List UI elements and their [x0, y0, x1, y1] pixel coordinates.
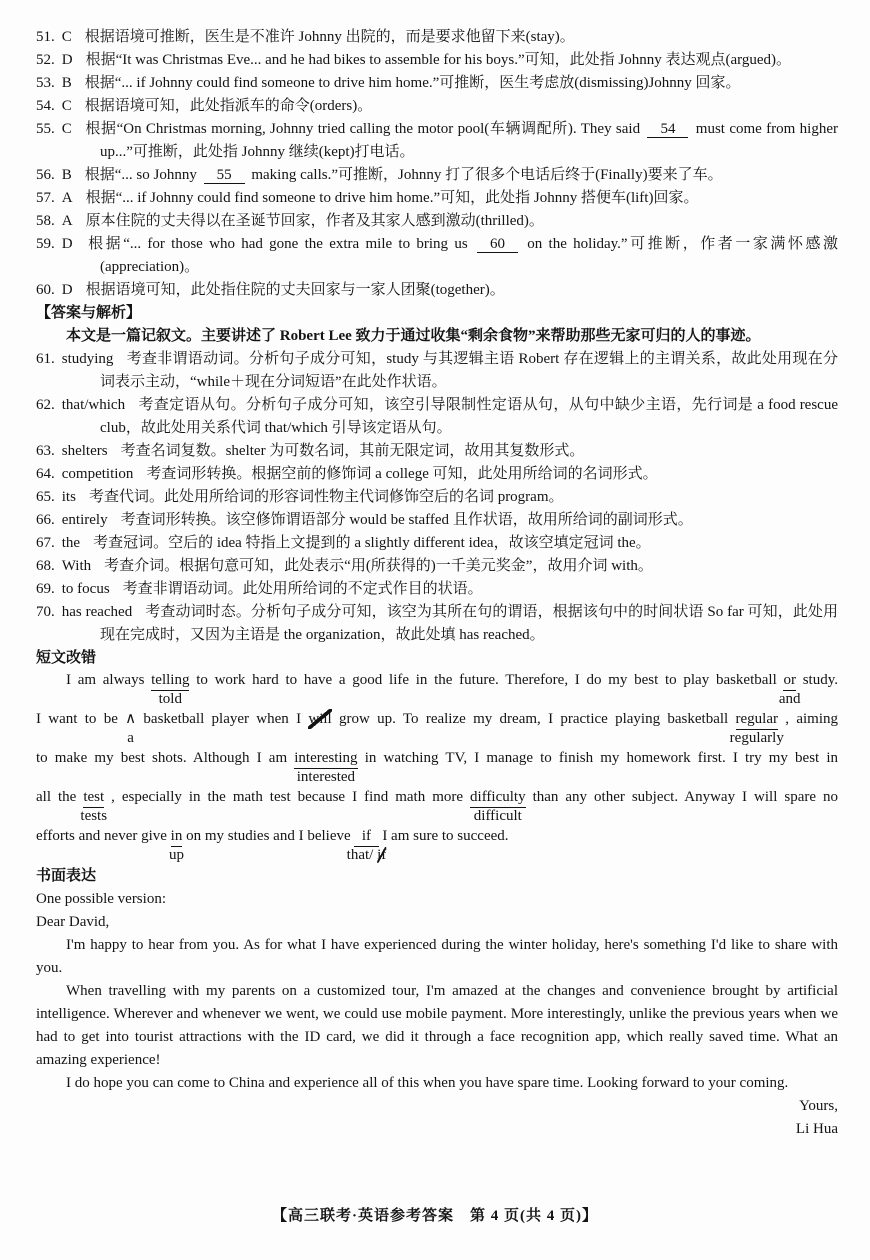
- item-number: 52.: [36, 52, 55, 68]
- correction-word: that/ if: [346, 847, 387, 863]
- grammar-answer-item: [36, 578, 838, 601]
- item-text: 考查动词时态。分析句子成分可知，该空为其所在句的谓语，根据该句中的时间状语 So far 可知，此处用现在完成时，又因为主语是 the organization，故此处填 has reached。: [100, 604, 839, 643]
- correction-line: [36, 709, 838, 748]
- writing-section-header: 书面表达: [36, 868, 97, 884]
- item-answer: With: [61, 558, 92, 574]
- item-answer: C: [61, 121, 72, 137]
- wrong-word: if that/ if: [346, 828, 387, 863]
- item-number: 63.: [36, 443, 55, 459]
- wrong-word: interesting interested: [294, 750, 358, 785]
- wrong-word: test tests: [80, 789, 108, 824]
- passage-text: basketball player when I: [136, 711, 309, 727]
- item-number: 66.: [36, 512, 55, 528]
- version-label: One possible version:: [36, 891, 166, 907]
- item-number: 68.: [36, 558, 55, 574]
- grammar-answer-item: [36, 555, 838, 578]
- cloze-blank: 54: [647, 121, 688, 138]
- passage-text: , especially in the math test because I find math more: [104, 789, 471, 805]
- correction-word: up: [169, 847, 184, 863]
- correction-word: tests: [80, 808, 108, 824]
- item-answer: D: [61, 52, 73, 68]
- item-text: 根据“... if Johnny could find someone to drive him home.”可知，此处指 Johnny 搭便车(lift)回家。: [85, 190, 699, 206]
- analysis-section-header: 【答案与解析】: [36, 305, 142, 321]
- item-text: 根据“... if Johnny could find someone to drive him home.”可推断，医生考虑放(dismissing)Johnny 回家。: [84, 75, 741, 91]
- error-correction-passage: [36, 670, 838, 865]
- item-text: 考查定语从句。分析句子成分可知，该空引导限制性定语从句，从句中缺少主语，先行词是 a food rescue club，故此处用关系代词 that/which 引导该定语从句。: [100, 397, 838, 436]
- item-answer: D: [61, 236, 73, 252]
- item-text: 考查词形转换。该空修饰谓语部分 would be staffed 且作状语，故用所给词的副词形式。: [120, 512, 693, 528]
- grammar-answers-section: [36, 348, 838, 647]
- item-number: 70.: [36, 604, 55, 620]
- insert-caret-icon: ∧: [125, 711, 137, 727]
- item-text: 考查名词复数。shelter 为可数名词，其前无限定词，故用其复数形式。: [120, 443, 585, 459]
- deleted-word: will: [308, 711, 332, 727]
- passage-summary: 本文是一篇记叙文。主要讲述了 Robert Lee 致力于通过收集“剩余食物”来帮助那些无家可归的人的事迹。: [66, 328, 761, 344]
- item-number: 56.: [36, 167, 55, 183]
- item-text: 根据“On Christmas morning, Johnny tried calling the motor pool(车辆调配所). They said: [84, 121, 645, 137]
- page-footer: 【高三联考·英语参考答案 第 4 页(共 4 页)】: [272, 1208, 598, 1224]
- item-answer: competition: [61, 466, 134, 482]
- correction-word: regularly: [729, 730, 784, 746]
- correction-word: interested: [296, 769, 356, 785]
- item-number: 62.: [36, 397, 55, 413]
- item-answer: that/which: [61, 397, 126, 413]
- item-text: 原本住院的丈夫得以在圣诞节回家，作者及其家人感到激动(thrilled)。: [85, 213, 544, 229]
- grammar-answer-item: [36, 463, 838, 486]
- cloze-blank: 55: [204, 167, 245, 184]
- passage-text: I am sure to succeed.: [378, 828, 509, 844]
- passage-text: efforts and never give: [36, 828, 171, 844]
- grammar-answer-item: [36, 394, 838, 440]
- item-text: on the holiday.”可推断，作者一家满怀感激(appreciation)。: [100, 236, 838, 275]
- item-answer: its: [61, 489, 76, 505]
- letter-body: [36, 934, 838, 1095]
- item-answer: B: [61, 167, 72, 183]
- cloze-answer-item: [36, 233, 838, 279]
- wrong-word: difficulty difficult: [470, 789, 526, 824]
- passage-text: in watching TV, I manage to finish my homework first. I try my best in: [357, 750, 838, 766]
- cloze-answer-item: [36, 187, 838, 210]
- item-number: 58.: [36, 213, 55, 229]
- item-number: 57.: [36, 190, 55, 206]
- item-text: 根据语境可知，此处指住院的丈夫回家与一家人团聚(together)。: [85, 282, 505, 298]
- item-number: 67.: [36, 535, 55, 551]
- item-text: 根据“It was Christmas Eve... and he had bikes to assemble for his boys.”可知，此处指 Johnny 表达观点(argued)。: [85, 52, 792, 68]
- passage-text: than any other subject. Anyway I will spare no: [525, 789, 839, 805]
- passage-text: to work hard to have a good life in the future. Therefore, I do my best to play basketball: [189, 672, 784, 688]
- cloze-answer-item: [36, 164, 838, 187]
- passage-text: on my studies and I believe: [182, 828, 355, 844]
- letter-closing: Yours,: [799, 1098, 838, 1114]
- grammar-answer-item: [36, 601, 838, 647]
- letter-paragraph: I do hope you can come to China and experience all of this when you have spare time. Looking forward to your coming.: [66, 1075, 789, 1091]
- item-text: 考查介词。根据句意可知，此处表示“用(所获得的)一千美元奖金”，故用介词 with。: [104, 558, 653, 574]
- error-correction-header: 短文改错: [36, 650, 97, 666]
- item-number: 54.: [36, 98, 55, 114]
- item-answer: C: [61, 29, 72, 45]
- item-answer: the: [61, 535, 81, 551]
- item-number: 60.: [36, 282, 55, 298]
- correction-line: [36, 787, 838, 826]
- cloze-answer-item: [36, 72, 838, 95]
- letter-signature: Li Hua: [795, 1121, 838, 1137]
- deleted-correction-word: if: [377, 847, 387, 863]
- wrong-word: regular regularly: [729, 711, 784, 746]
- correction-word: difficult: [473, 808, 522, 824]
- item-text: 考查非谓语动词。分析句子成分可知，study 与其逻辑主语 Robert 存在逻辑上的主谓关系，故此处用现在分词表示主动，“while＋现在分词短语”在此处作状语。: [100, 351, 838, 390]
- cloze-answer-item: [36, 210, 838, 233]
- cloze-answer-item: [36, 26, 838, 49]
- passage-text: to make my best shots. Although I am: [36, 750, 295, 766]
- grammar-answer-item: [36, 440, 838, 463]
- grammar-answer-item: [36, 509, 838, 532]
- item-text: 根据“... so Johnny: [84, 167, 201, 183]
- item-text: 考查代词。此处用所给词的形容词性物主代词修饰空后的名词 program。: [88, 489, 564, 505]
- passage-text: study.: [795, 672, 838, 688]
- item-text: 根据语境可知，此处指派车的命令(orders)。: [84, 98, 373, 114]
- item-number: 53.: [36, 75, 55, 91]
- letter-paragraph: I'm happy to hear from you. As for what I have experienced during the winter holiday, here's something I'd like to share with you.: [36, 937, 838, 976]
- correction-word: a: [127, 730, 134, 746]
- letter-salutation: Dear David,: [36, 914, 110, 930]
- correction-line: [36, 670, 838, 709]
- correction-line: [36, 826, 838, 865]
- cloze-answer-item: [36, 118, 838, 164]
- item-text: must come from higher up...”可推断，此处指 Johnny 继续(kept)打电话。: [100, 121, 838, 160]
- item-text: 考查冠词。空后的 idea 特指上文提到的 a slightly different idea，故该空填定冠词 the。: [93, 535, 651, 551]
- item-text: 根据语境可推断，医生是不准许 Johnny 出院的，而是要求他留下来(stay)。: [84, 29, 575, 45]
- cloze-answer-item: [36, 49, 838, 72]
- item-answer: has reached: [61, 604, 133, 620]
- grammar-answer-item: [36, 348, 838, 394]
- grammar-answer-item: [36, 532, 838, 555]
- item-text: 考查非谓语动词。此处用所给词的不定式作目的状语。: [122, 581, 483, 597]
- cloze-blank: 60: [477, 236, 518, 253]
- correction-word: told: [158, 691, 182, 707]
- item-text: 考查词形转换。根据空前的修饰词 a college 可知，此处用所给词的名词形式。: [146, 466, 658, 482]
- passage-text: , aiming: [778, 711, 838, 727]
- item-text: 根据“... for those who had gone the extra mile to bring us: [85, 236, 474, 252]
- wrong-word: in up: [169, 828, 184, 863]
- item-number: 69.: [36, 581, 55, 597]
- item-answer: D: [61, 282, 73, 298]
- item-answer: B: [61, 75, 72, 91]
- cloze-answer-item: [36, 279, 838, 302]
- grammar-answer-item: [36, 486, 838, 509]
- item-answer: to focus: [61, 581, 110, 597]
- wrong-word: telling told: [151, 672, 190, 707]
- correction-word: and: [778, 691, 801, 707]
- letter-paragraph: When travelling with my parents on a customized tour, I'm amazed at the changes and convenience brought by artificial intelligence. Wherever and whenever we went, we could use mobile payment. More interestingly, unlike the previous years when we had to get into tourist attractions with the ID card, we did it through a face recognition app, which really saved time. What an amazing experience!: [36, 983, 838, 1068]
- wrong-word: or and: [778, 672, 801, 707]
- item-number: 65.: [36, 489, 55, 505]
- passage-text: I want to be: [36, 711, 126, 727]
- item-number: 64.: [36, 466, 55, 482]
- insertion-point: [125, 709, 137, 746]
- passage-text: I am always: [66, 672, 152, 688]
- passage-text: all the: [36, 789, 84, 805]
- item-answer: A: [61, 190, 73, 206]
- item-number: 55.: [36, 121, 55, 137]
- item-number: 51.: [36, 29, 55, 45]
- item-number: 61.: [36, 351, 55, 367]
- cloze-answer-item: [36, 95, 838, 118]
- passage-text: grow up. To realize my dream, I practice playing basketball: [331, 711, 736, 727]
- item-text: making calls.”可推断，Johnny 打了很多个电话后终于(Finally)要来了车。: [247, 167, 723, 183]
- cloze-answers-section: [36, 26, 838, 302]
- correction-line: [36, 748, 838, 787]
- item-answer: C: [61, 98, 72, 114]
- item-answer: entirely: [61, 512, 108, 528]
- item-answer: A: [61, 213, 73, 229]
- item-number: 59.: [36, 236, 55, 252]
- item-answer: studying: [61, 351, 114, 367]
- item-answer: shelters: [61, 443, 108, 459]
